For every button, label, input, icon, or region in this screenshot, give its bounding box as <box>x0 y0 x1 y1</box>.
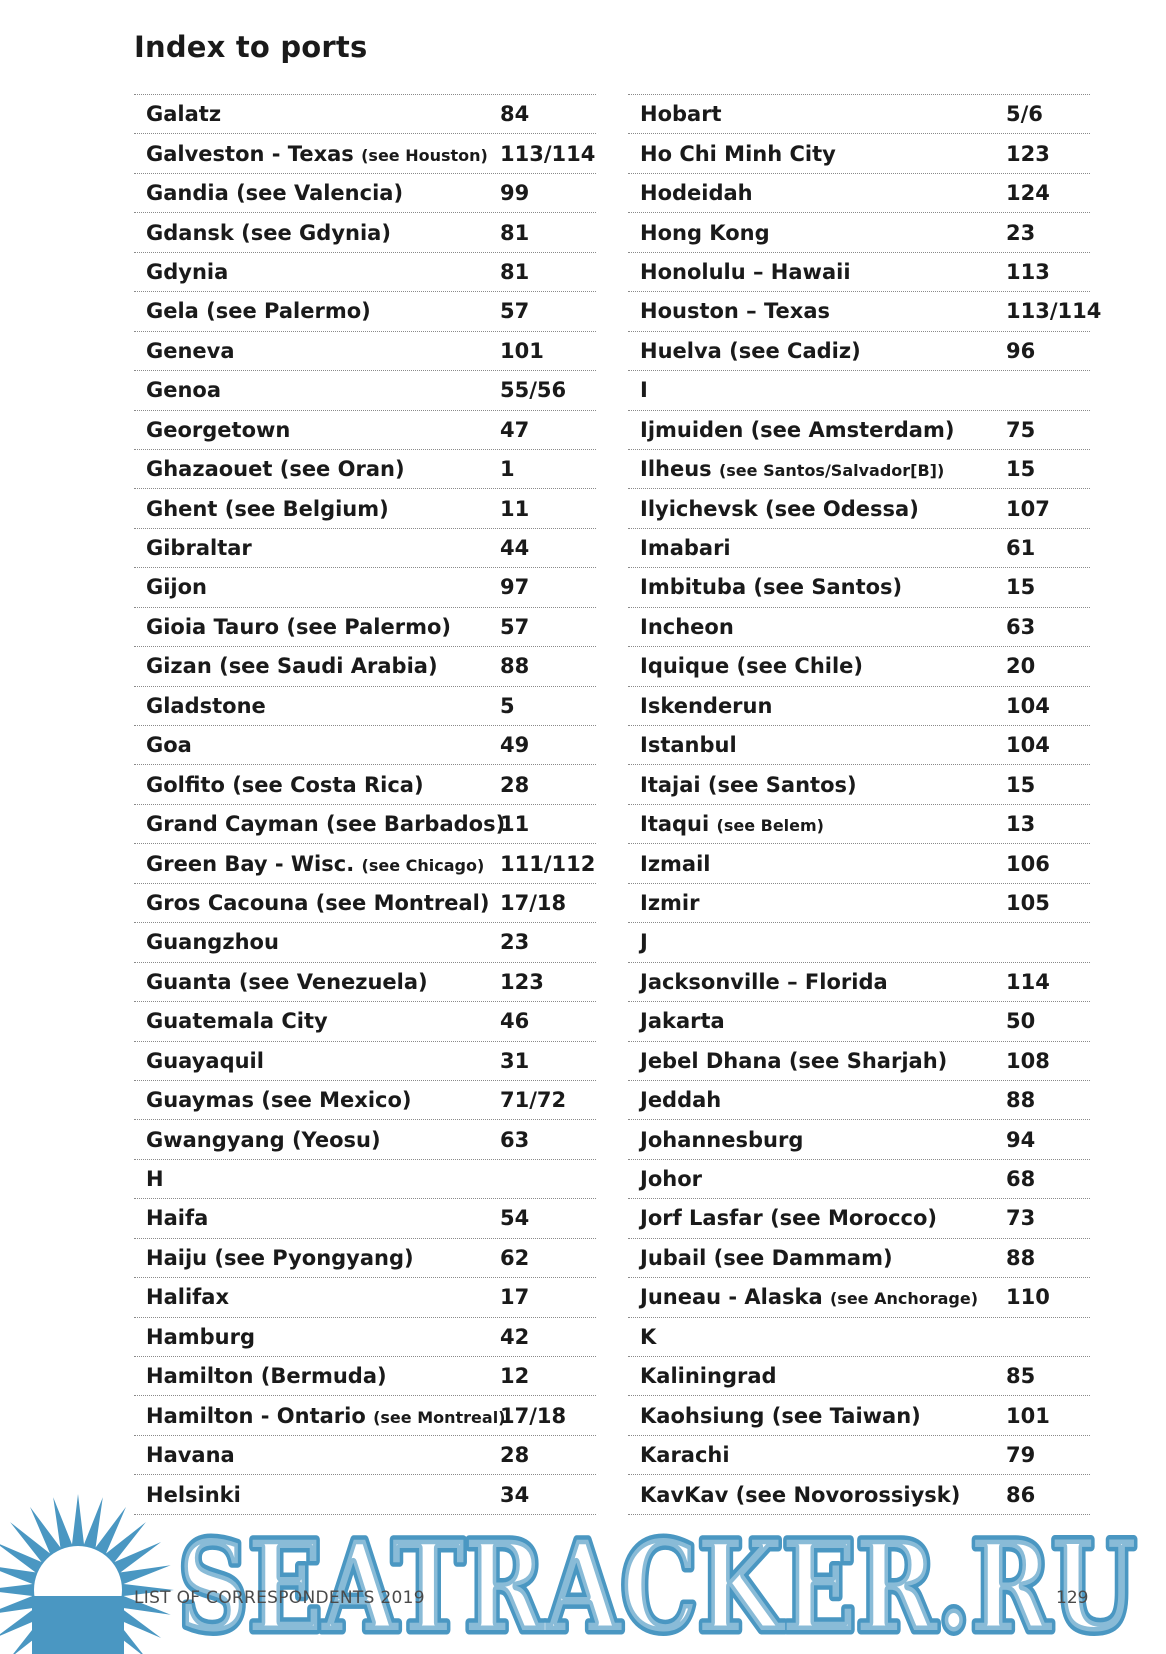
index-row <box>628 1002 1090 1041</box>
page-reference: 55/56 <box>500 378 567 403</box>
port-name <box>134 221 500 245</box>
port-name <box>134 812 506 837</box>
index-row <box>134 332 596 371</box>
port-see-note: (see Belem) <box>716 816 824 836</box>
footer-publication: LIST OF CORRESPONDENTS 2019 <box>134 1588 425 1608</box>
port-name-text: Itaqui <box>640 812 717 837</box>
port-name <box>134 694 500 718</box>
port-name <box>628 812 1006 836</box>
port-name <box>134 1285 500 1309</box>
port-name-text: KavKav (see Novorossiysk) <box>640 1482 961 1507</box>
port-name <box>628 418 1006 442</box>
index-row <box>134 608 596 647</box>
page-reference: 73 <box>1006 1206 1036 1231</box>
index-column-right <box>628 94 1102 1515</box>
page-reference: 86 <box>1006 1482 1036 1507</box>
page-reference: 88 <box>1006 1088 1036 1113</box>
page-reference: 104 <box>1006 693 1050 718</box>
port-name <box>134 733 500 757</box>
port-name-text: Ijmuiden (see Amsterdam) <box>640 417 955 442</box>
port-name-text: Gwangyang (Yeosu) <box>146 1127 381 1152</box>
page-reference: 101 <box>500 338 544 363</box>
port-name-text: Guanta (see Venezuela) <box>146 969 428 994</box>
port-name <box>628 1443 1006 1467</box>
port-name <box>134 299 500 323</box>
port-name <box>628 1246 1006 1270</box>
page-reference: 63 <box>500 1127 530 1152</box>
port-name-text: Gela (see Palermo) <box>146 299 371 324</box>
page-reference: 61 <box>1006 536 1036 561</box>
page-reference: 5/6 <box>1006 102 1043 127</box>
page-reference: 54 <box>500 1206 530 1231</box>
index-row <box>134 411 596 450</box>
page-reference: 57 <box>500 299 530 324</box>
page-reference: 42 <box>500 1324 530 1349</box>
index-row <box>134 726 596 765</box>
port-name <box>134 1246 500 1270</box>
page-reference: 28 <box>500 772 530 797</box>
port-name-text: Ghent (see Belgium) <box>146 496 389 521</box>
index-row <box>628 174 1090 213</box>
page-reference: 113/114 <box>500 141 596 166</box>
page-reference: 88 <box>1006 1245 1036 1270</box>
port-name-text: Jebel Dhana (see Sharjah) <box>640 1048 948 1073</box>
index-row <box>134 489 596 528</box>
footer-page-number: 129 <box>1056 1588 1089 1608</box>
page-reference: 107 <box>1006 496 1050 521</box>
page-reference: 17 <box>500 1285 530 1310</box>
port-name <box>628 1167 1006 1191</box>
port-name <box>134 930 500 954</box>
port-name-text: Gladstone <box>146 693 266 718</box>
page-reference: 71/72 <box>500 1088 567 1113</box>
port-name <box>134 891 500 915</box>
port-name <box>134 654 500 678</box>
index-row <box>628 726 1090 765</box>
index-row <box>134 963 596 1002</box>
port-name <box>134 1167 500 1191</box>
page-reference: 113 <box>1006 259 1050 284</box>
index-row <box>134 1318 596 1357</box>
page-reference: 81 <box>500 259 530 284</box>
port-name <box>628 497 1006 521</box>
port-name <box>134 418 500 442</box>
port-name <box>628 1404 1006 1428</box>
page-reference: 111/112 <box>500 851 596 876</box>
port-name-text: Havana <box>146 1443 235 1468</box>
port-name-text: Hamilton (Bermuda) <box>146 1364 387 1389</box>
port-name-text: Helsinki <box>146 1482 241 1507</box>
port-name <box>628 733 1006 757</box>
index-row <box>628 292 1102 331</box>
page-reference: 20 <box>1006 654 1036 679</box>
port-name-text: Jorf Lasfar (see Morocco) <box>640 1206 937 1231</box>
port-name-text: Johannesburg <box>640 1127 804 1152</box>
index-row <box>134 1002 596 1041</box>
page-reference: 57 <box>500 614 530 639</box>
port-name-text: Gijon <box>146 575 208 600</box>
port-name <box>134 1403 506 1428</box>
index-row <box>134 253 596 292</box>
page-reference: 11 <box>500 812 530 837</box>
port-name <box>134 970 500 994</box>
index-row <box>134 805 596 844</box>
port-name-text: Itajai (see Santos) <box>640 772 857 797</box>
port-name-text: Hong Kong <box>640 220 770 245</box>
port-name <box>628 536 1006 560</box>
page-reference: 23 <box>1006 220 1036 245</box>
seatracker-watermark <box>0 1478 1166 1654</box>
port-name <box>134 575 500 599</box>
index-row <box>134 95 596 134</box>
page-reference: 101 <box>1006 1403 1050 1428</box>
page-reference: 15 <box>1006 772 1036 797</box>
page-reference: 94 <box>1006 1127 1036 1152</box>
page-reference: 15 <box>1006 457 1036 482</box>
port-name <box>628 930 1006 954</box>
port-see-note: (see Houston) <box>361 145 488 165</box>
port-name-text: Gdynia <box>146 259 229 284</box>
port-name <box>628 1088 1006 1112</box>
port-name-text: Halifax <box>146 1285 229 1310</box>
port-name-text: Ilyichevsk (see Odessa) <box>640 496 919 521</box>
index-row <box>134 450 596 489</box>
index-row <box>628 1160 1090 1199</box>
page-reference: 113/114 <box>1006 299 1102 324</box>
index-row <box>134 884 596 923</box>
port-name <box>134 615 500 639</box>
page-reference: 15 <box>1006 575 1036 600</box>
port-name <box>628 970 1006 994</box>
port-name <box>628 1206 1006 1230</box>
page-reference: 114 <box>1006 969 1050 994</box>
index-row <box>134 1436 596 1475</box>
port-name <box>134 1049 500 1073</box>
watermark-text-fill: SEATRACKER.RU <box>178 1515 1136 1654</box>
index-row <box>628 884 1090 923</box>
port-name-text: Iskenderun <box>640 693 773 718</box>
port-name-text: K <box>640 1324 657 1349</box>
page-reference: 1 <box>500 457 515 482</box>
index-row <box>628 1042 1090 1081</box>
index-row <box>628 1278 1090 1317</box>
port-name <box>628 299 1006 323</box>
port-name <box>134 102 500 126</box>
index-row <box>628 963 1090 1002</box>
port-name <box>134 1128 500 1152</box>
port-name-text: Kaliningrad <box>640 1364 777 1389</box>
index-row <box>134 529 596 568</box>
index-row <box>134 371 596 410</box>
port-name <box>134 181 500 205</box>
port-name <box>134 1009 500 1033</box>
page-reference: 99 <box>500 181 530 206</box>
index-row <box>134 844 596 883</box>
port-name-text: Hamilton - Ontario <box>146 1403 374 1428</box>
port-name-text: Imbituba (see Santos) <box>640 575 903 600</box>
port-name-text: Imabari <box>640 536 731 561</box>
index-row <box>134 647 596 686</box>
index-row <box>628 608 1090 647</box>
port-name-text: Gizan (see Saudi Arabia) <box>146 654 438 679</box>
index-row <box>628 529 1090 568</box>
port-name <box>134 1206 500 1230</box>
index-letter-heading <box>134 1160 596 1199</box>
index-row <box>134 1199 596 1238</box>
page-reference: 13 <box>1006 812 1036 837</box>
page-reference: 124 <box>1006 181 1050 206</box>
port-name-text: Incheon <box>640 614 734 639</box>
port-see-note: (see Anchorage) <box>829 1289 979 1309</box>
page-reference: 106 <box>1006 851 1050 876</box>
port-name-text: Hobart <box>640 102 722 127</box>
port-name-text: Gros Cacouna (see Montreal) <box>146 890 490 915</box>
port-name <box>628 1128 1006 1152</box>
port-name-text: Grand Cayman (see Barbados) <box>146 812 506 837</box>
port-name-text: Galveston - Texas <box>146 141 362 166</box>
index-row <box>628 95 1090 134</box>
page-reference: 28 <box>500 1443 530 1468</box>
port-name-text: Jeddah <box>640 1088 722 1113</box>
port-name-text: Geneva <box>146 338 235 363</box>
port-name-text: Ho Chi Minh City <box>640 141 836 166</box>
index-column-left <box>134 94 596 1515</box>
port-name <box>628 575 1006 599</box>
index-row <box>134 213 596 252</box>
port-name <box>134 852 500 876</box>
index-row <box>134 687 596 726</box>
port-name-text: Gioia Tauro (see Palermo) <box>146 614 451 639</box>
index-letter-heading <box>628 923 1090 962</box>
page-reference: 12 <box>500 1364 530 1389</box>
page-reference: 123 <box>1006 141 1050 166</box>
port-name-text: Izmail <box>640 851 711 876</box>
watermark-text: SEATRACKER.RU <box>178 1515 1136 1654</box>
port-name <box>134 1443 500 1467</box>
port-name <box>628 773 1006 797</box>
port-name-text: Genoa <box>146 378 222 403</box>
port-name-text: Johor <box>640 1167 702 1192</box>
page-reference: 105 <box>1006 890 1050 915</box>
port-name <box>134 536 500 560</box>
index-row <box>134 1396 596 1435</box>
port-name <box>628 615 1006 639</box>
index-row <box>134 174 596 213</box>
index-row <box>628 844 1090 883</box>
page-reference: 63 <box>1006 614 1036 639</box>
page-reference: 5 <box>500 693 515 718</box>
page-reference: 68 <box>1006 1167 1036 1192</box>
port-name-text: Hamburg <box>146 1324 255 1349</box>
port-name-text: Jacksonville – Florida <box>640 969 888 994</box>
index-row <box>628 568 1090 607</box>
port-see-note: (see Chicago) <box>361 855 485 875</box>
port-name <box>134 457 500 481</box>
port-name <box>134 1325 500 1349</box>
port-name-text: Goa <box>146 733 192 758</box>
page-reference: 110 <box>1006 1285 1050 1310</box>
index-row <box>134 1357 596 1396</box>
port-name <box>134 378 500 402</box>
port-name-text: Ilheus <box>640 457 719 482</box>
port-name-text: Iquique (see Chile) <box>640 654 864 679</box>
port-name <box>628 378 1006 402</box>
port-name-text: Guaymas (see Mexico) <box>146 1088 412 1113</box>
port-name <box>134 773 500 797</box>
page-reference: 75 <box>1006 417 1036 442</box>
index-row <box>628 1396 1090 1435</box>
port-name-text: Guangzhou <box>146 930 279 955</box>
page-reference: 123 <box>500 969 544 994</box>
port-name-text: Istanbul <box>640 733 737 758</box>
page-reference: 17/18 <box>500 1403 567 1428</box>
port-name <box>628 852 1006 876</box>
page-reference: 104 <box>1006 733 1050 758</box>
port-name-text: Honolulu – Hawaii <box>640 259 851 284</box>
page-reference: 96 <box>1006 338 1036 363</box>
index-row <box>628 1436 1090 1475</box>
index-row <box>134 923 596 962</box>
index-row <box>628 213 1090 252</box>
port-name <box>628 1285 1006 1309</box>
port-name-text: Jakarta <box>640 1009 725 1034</box>
index-row <box>628 450 1090 489</box>
port-name-text: J <box>640 930 648 955</box>
index-row <box>134 292 596 331</box>
page-reference: 47 <box>500 417 530 442</box>
index-row <box>628 805 1090 844</box>
port-name-text: Kaohsiung (see Taiwan) <box>640 1403 921 1428</box>
index-row <box>134 1120 596 1159</box>
page-reference: 50 <box>1006 1009 1036 1034</box>
index-row <box>628 253 1090 292</box>
port-name <box>628 260 1006 284</box>
port-name-text: Haiju (see Pyongyang) <box>146 1245 414 1270</box>
port-name <box>628 339 1006 363</box>
page-reference: 23 <box>500 930 530 955</box>
index-row <box>628 332 1090 371</box>
index-row <box>134 1239 596 1278</box>
page-reference: 31 <box>500 1048 530 1073</box>
index-row <box>628 1199 1090 1238</box>
index-letter-heading <box>628 371 1090 410</box>
port-see-note: (see Santos/Salvador[B]) <box>718 461 945 481</box>
index-row <box>134 134 596 173</box>
index-row <box>628 687 1090 726</box>
index-row <box>628 647 1090 686</box>
page-reference: 49 <box>500 733 530 758</box>
port-name-text: Gandia (see Valencia) <box>146 181 404 206</box>
port-name <box>628 1364 1006 1388</box>
index-row <box>134 765 596 804</box>
port-name <box>628 1049 1006 1073</box>
page-reference: 108 <box>1006 1048 1050 1073</box>
port-name <box>628 694 1006 718</box>
port-name <box>628 654 1006 678</box>
port-name-text: Hodeidah <box>640 181 753 206</box>
port-name <box>628 102 1006 126</box>
port-name <box>628 142 1006 166</box>
index-row <box>628 765 1090 804</box>
index-letter-heading <box>628 1318 1090 1357</box>
index-row <box>628 1357 1090 1396</box>
sun-sea <box>32 1596 124 1654</box>
port-name-text: Gibraltar <box>146 536 252 561</box>
port-name <box>134 1088 500 1112</box>
port-name <box>628 457 1006 481</box>
port-name-text: Guatemala City <box>146 1009 328 1034</box>
port-name <box>628 221 1006 245</box>
port-name-text: Guayaquil <box>146 1048 264 1073</box>
page-reference: 84 <box>500 102 530 127</box>
index-row <box>628 1239 1090 1278</box>
page-reference: 97 <box>500 575 530 600</box>
page-reference: 44 <box>500 536 530 561</box>
port-name-text: Houston – Texas <box>640 299 830 324</box>
port-name-text: Juneau - Alaska <box>640 1285 830 1310</box>
page-reference: 11 <box>500 496 530 521</box>
index-row <box>628 1081 1090 1120</box>
index-row <box>134 568 596 607</box>
index-row <box>628 134 1090 173</box>
port-name <box>134 1364 500 1388</box>
index-row <box>134 1081 596 1120</box>
index-row <box>628 1120 1090 1159</box>
port-name <box>628 181 1006 205</box>
index-row <box>134 1278 596 1317</box>
port-name-text: Golfito (see Costa Rica) <box>146 772 424 797</box>
index-row <box>134 1042 596 1081</box>
port-name <box>628 1325 1006 1349</box>
page-reference: 62 <box>500 1245 530 1270</box>
port-name-text: Izmir <box>640 890 700 915</box>
index-row <box>628 411 1090 450</box>
port-name-text: Karachi <box>640 1443 730 1468</box>
port-name-text: Georgetown <box>146 417 291 442</box>
port-name <box>134 497 500 521</box>
page-reference: 34 <box>500 1482 530 1507</box>
page-reference: 46 <box>500 1009 530 1034</box>
port-name-text: Haifa <box>146 1206 209 1231</box>
page-reference: 85 <box>1006 1364 1036 1389</box>
page-reference: 79 <box>1006 1443 1036 1468</box>
page-reference: 81 <box>500 220 530 245</box>
port-name-text: Ghazaouet (see Oran) <box>146 457 405 482</box>
port-name-text: Jubail (see Dammam) <box>640 1245 893 1270</box>
port-name-text: Galatz <box>146 102 222 127</box>
sun-logo-icon <box>0 1494 174 1654</box>
page-reference: 88 <box>500 654 530 679</box>
page-reference: 17/18 <box>500 890 567 915</box>
port-name-text: H <box>146 1167 164 1192</box>
port-name <box>134 260 500 284</box>
port-see-note: (see Montreal) <box>373 1407 506 1427</box>
port-name <box>134 339 500 363</box>
port-name <box>628 1009 1006 1033</box>
port-name <box>628 891 1006 915</box>
port-name-text: Huelva (see Cadiz) <box>640 338 861 363</box>
port-name-text: Gdansk (see Gdynia) <box>146 220 391 245</box>
port-name-text: Green Bay - Wisc. <box>146 851 362 876</box>
port-name <box>134 142 500 166</box>
page-title: Index to ports <box>134 30 368 64</box>
index-row <box>628 489 1090 528</box>
port-name-text: I <box>640 378 648 403</box>
